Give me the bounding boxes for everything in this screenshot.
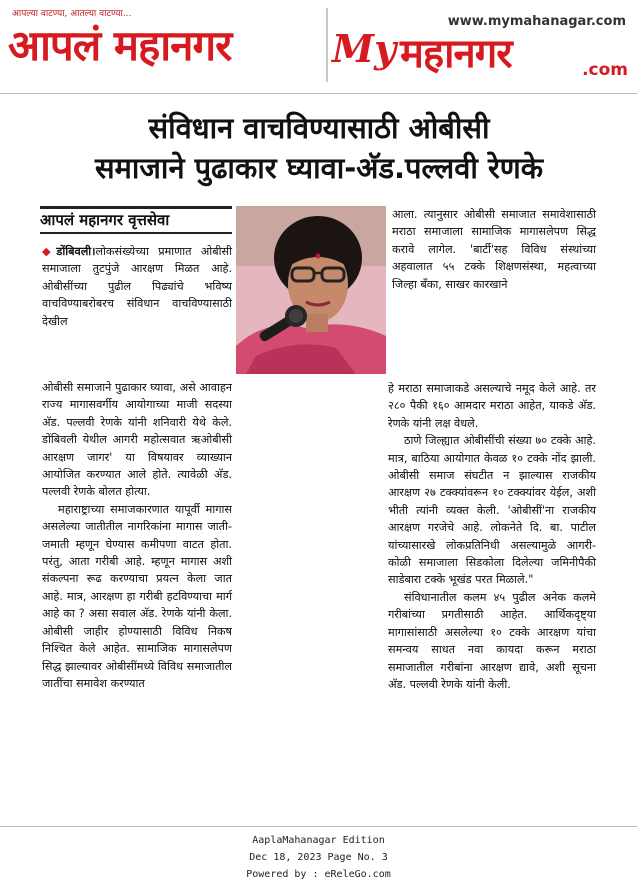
headline-line-1: संविधान वाचविण्यासाठी ओबीसी xyxy=(148,111,490,145)
masthead-tagline: आपल्या वाटण्या, आतल्या वाटण्या... xyxy=(12,9,132,19)
article-paragraph-2: महाराष्ट्राच्या समाजकारणात यापूर्वी मागास असलेल्या जातीतील नागरिकांना मागास जाती-जमाती म्हणून घेण्यास कमीपणा वाटत होता. परंतु, आता गरीबी आहे. म्हणून मागास अशी संकल्पना रूढ करण्याचा प्रयत्न केला जात आहे. मात्र, आरक्षण हा गरीबी हटविण्याचा मार्ग आहे का ? असा सवाल अ‍ॅड. रेणके यांनी केला. ओबीसी जाहीर होण्यासाठी विविध निकष निश्चित केले आहेत. सामाजिक मागासलेपण सिद्ध झाल्यावर ओबीसींमध्ये विविध समाजातील जातींचा समावेश करण्यात xyxy=(42,502,232,690)
footer-rule xyxy=(0,826,637,827)
masthead xyxy=(0,0,637,92)
my-logo-text: My xyxy=(332,26,397,71)
article-paragraph-1 xyxy=(42,243,232,330)
article-column-left-top xyxy=(42,243,232,330)
article-paragraph-5: संविधानातील कलम ४५ पुढील अनेक कलमे गरीबांच्या प्रगतीसाठी आहेत. आर्थिकदृष्ट्या मागासांसाठी असलेल्या १० टक्के आरक्षण यांचा समन्वय साधत नवा कायदा करून मराठा समाजातील गरीबांना आरक्षण द्यावे, अशी सूचना अ‍ॅड. पल्लवी रेणके यांनी केली. xyxy=(388,590,596,691)
article-paragraph-1-continued: ओबीसी समाजाने पुढाकार घ्यावा, असे आवाहन राज्य मागासवर्गीय आयोगाच्या माजी सदस्या अ‍ॅड. पल्लवी रेणके यांनी शनिवारी येथे केले. डोंबिवली येथील आगरी महोत्सवात ऋओबीसी आरक्षण जागर' या विषयावर व्याख्यान आयोजित करण्यात आले होते. त्यावेळी अ‍ॅड. पल्लवी रेणके बोलत होत्या. xyxy=(42,381,232,499)
mymahanagar-logo: महानगर xyxy=(400,31,512,77)
masthead-url: www.mymahanagar.com xyxy=(447,14,626,29)
dotcom-logo-text: .com xyxy=(582,60,628,80)
article-paragraph-4: ठाणे जिल्ह्यात ओबीसींची संख्या ७० टक्के आहे. मात्र, बाठिया आयोगात केवळ १० टक्के नोंद झाली. ओबीसी समाज संघटीत न झाल्यास राजकीय आरक्षण २७ टक्क्यांवरून १० टक्क्यांवर येईल, अशी भीती त्यांनी व्यक्त केली. 'ओबीसीं'ना राजकीय आरक्षण गरजेचे आहे. लोकनेते दि. बा. पाटील यांच्यासारखे लोकप्रतिनिधी असल्यामुळे आगरी-कोळी समाजाला सिडकोला दिलेल्या जमिनीपैकी साडेबारा टक्के भूखंड परत मिळाले." xyxy=(388,434,596,587)
speaker-photo xyxy=(236,206,386,374)
masthead-rule xyxy=(0,93,637,94)
speaker-photo-image xyxy=(236,206,386,374)
article-column-right-top xyxy=(392,206,596,293)
dateline: डोंबिवली। xyxy=(56,245,96,258)
article-column-right-bottom xyxy=(242,380,596,693)
byline-bottom-rule xyxy=(40,232,232,234)
article-paragraph-1-text: लोकसंख्येच्या प्रमाणात ओबीसी समाजाला तुटपुंजे आरक्षण मिळत आहे. ओबीसींच्या पुढील पिढ्यांचे भविष्य वाचविण्याबरोबरच संविधान वाचविण्यासाठी देखील xyxy=(42,245,232,328)
bullet-diamond-icon: ◆ xyxy=(42,245,57,258)
masthead-left xyxy=(8,4,320,86)
aapla-mahanagar-logo: आपलं महानगर xyxy=(8,21,232,70)
article-headline xyxy=(40,108,598,188)
article-paragraph-3-continued: हे मराठा समाजाकडे असल्याचे नमूद केले आहे. तर २८० पैकी १६० आमदार मराठा आहेत, याकडे अ‍ॅड. रेणके यांनी लक्ष वेधले. xyxy=(388,382,596,430)
headline-line-2: समाजाने पुढाकार घ्यावा-अ‍ॅड.पल्लवी रेणके xyxy=(94,151,544,185)
article-paragraph-3: आला. त्यानुसार ओबीसी समाजात समावेशासाठी मराठा समाजाला सामाजिक मागासलेपण सिद्ध करावे लागेल. 'बार्टी'सह विविध संस्थांच्या अहवालात ५५ टक्के शिक्षणसंस्था, महत्वाच्या जिल्हा बँका, साखर कारखाने xyxy=(392,208,596,291)
byline: आपलं महानगर वृत्तसेवा xyxy=(40,211,170,229)
edition-footer xyxy=(0,832,637,883)
footer-date-page: Dec 18, 2023 Page No. 3 xyxy=(249,852,388,863)
footer-powered-by: Powered by : eReleGo.com xyxy=(246,869,391,880)
masthead-right xyxy=(332,4,632,86)
byline-top-rule xyxy=(40,206,232,209)
masthead-divider xyxy=(326,8,328,82)
footer-edition: AaplaMahanagar Edition xyxy=(252,835,385,846)
article-column-left-bottom xyxy=(42,379,232,692)
